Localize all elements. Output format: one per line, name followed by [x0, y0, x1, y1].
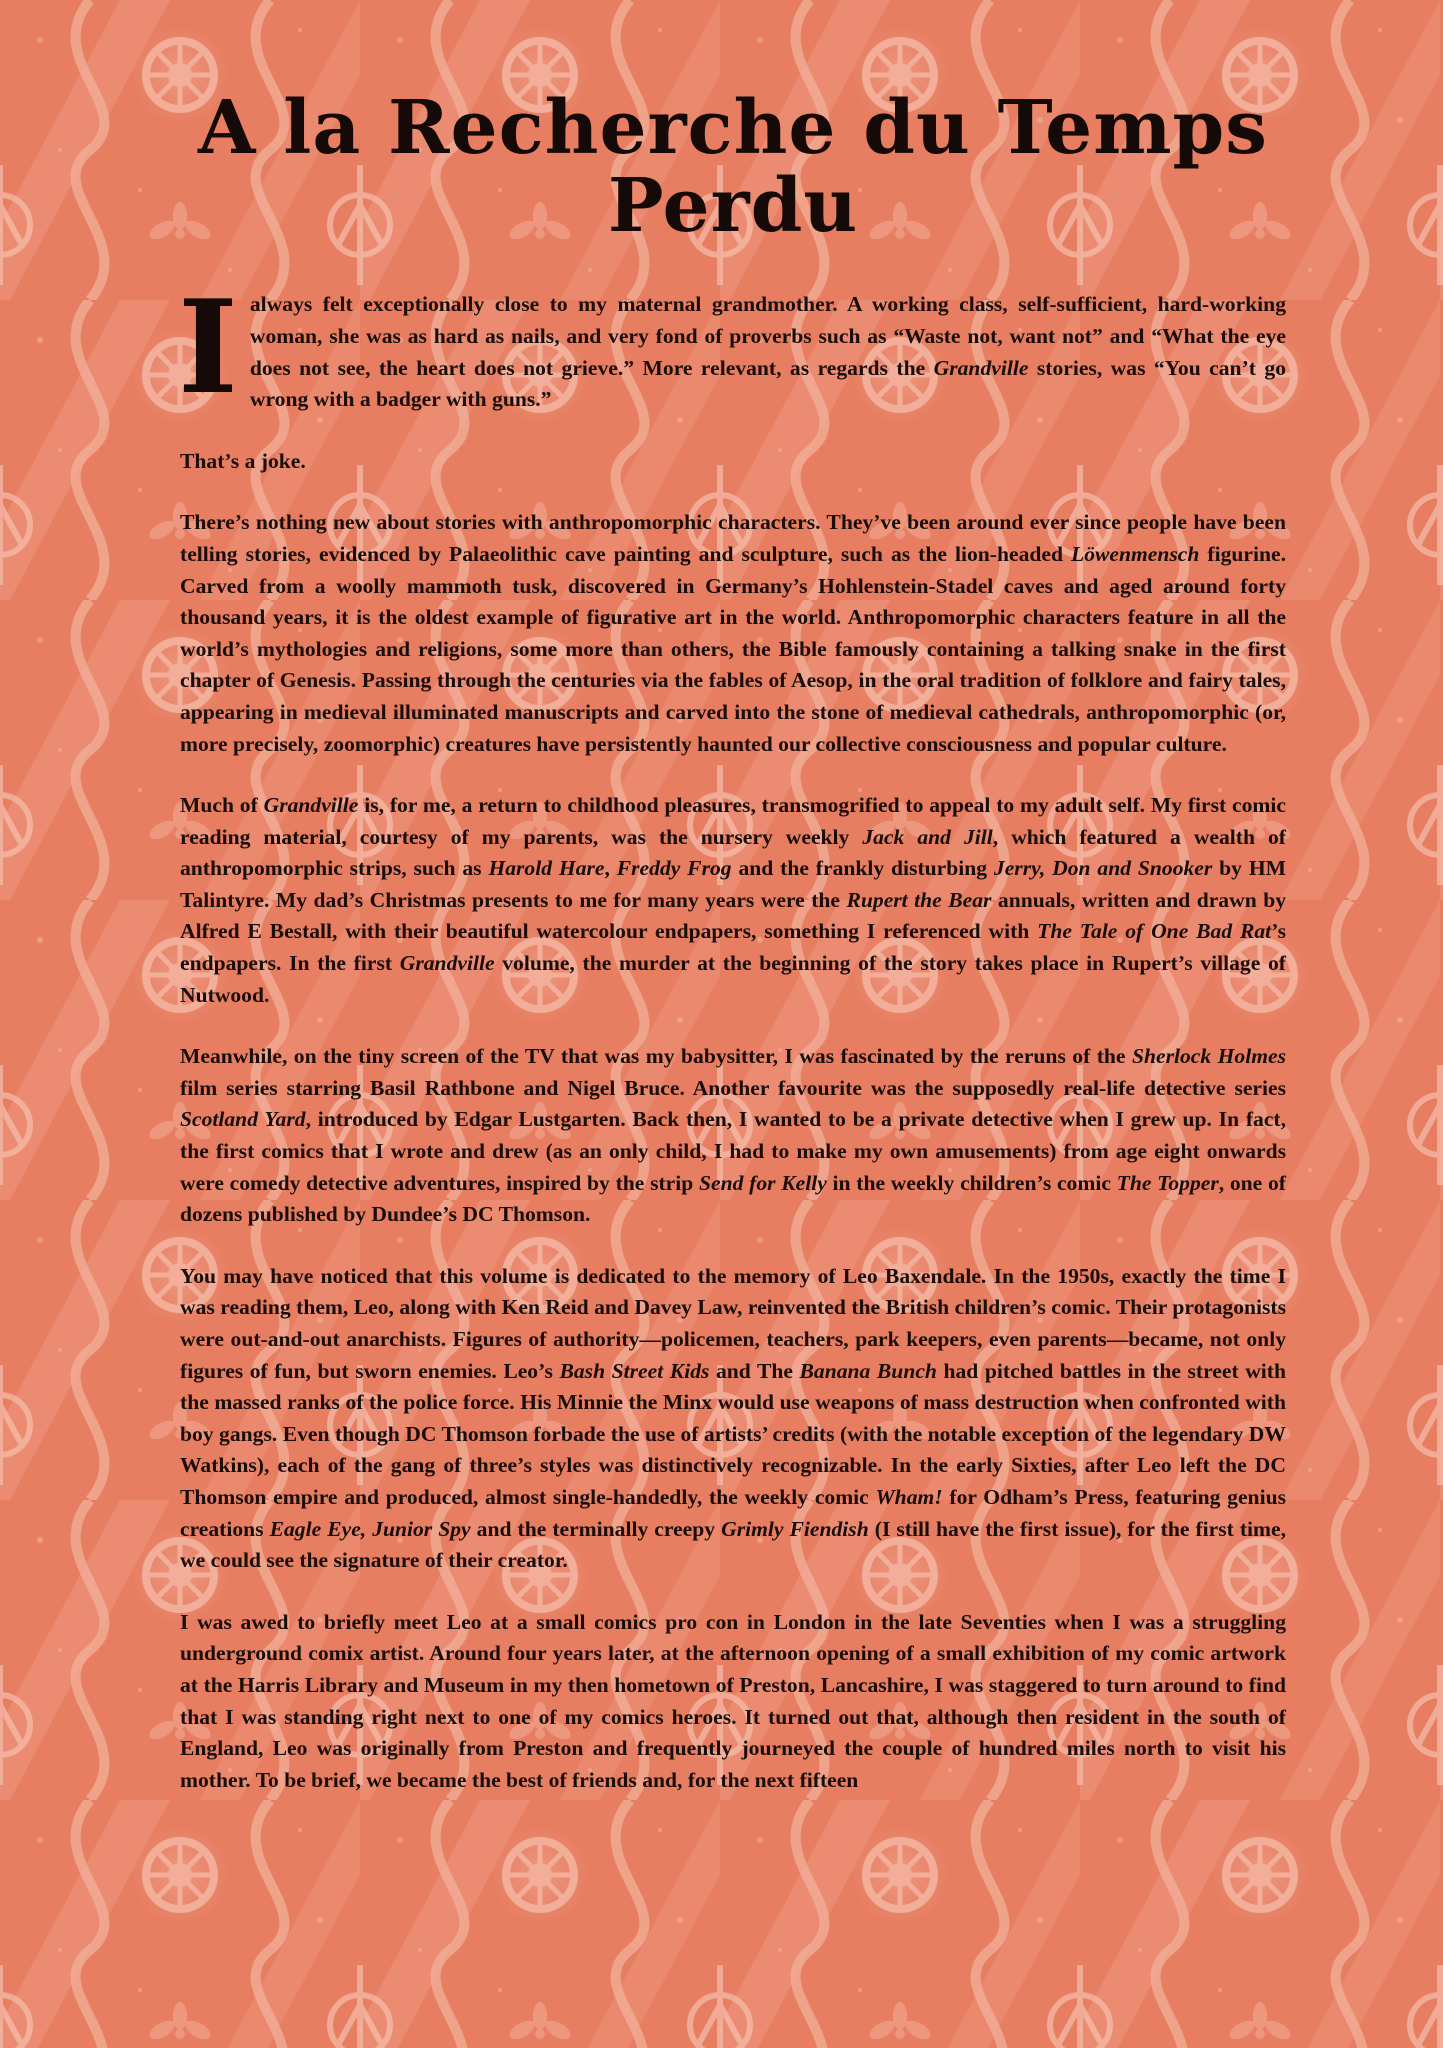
paragraph-text: , which featured a wealth of anthropomorphic strips, such as: [180, 824, 1286, 881]
paragraph-text: stories, was “You can’t go wrong with a badger with guns.”: [249, 355, 1286, 412]
paragraph-text: for Odham’s Press, featuring genius creations: [180, 1484, 1286, 1541]
paragraph-text: I was awed to briefly meet Leo at a small comics pro con in London in the late Seventies when I was a struggling underground comix artist. Around four years later, at the afternoon opening of a small exhibition of my comic artwork at the Harris Library and Museum in my then hometown of Preston, Lancashire, I was staggered to turn around to find that I was standing right next to one of my comics heroes. It turned out that, although then resident in the south of England, Leo was originally from Preston and frequently journeyed the couple of hundred miles north to visit his mother. To be brief, we became the best of friends and, for the next fifteen: [180, 1609, 1286, 1792]
paragraph-text: and The: [709, 1358, 800, 1383]
paragraph-text: always felt exceptionally close to my maternal grandmother. A working class, self-sufficient, hard-working woman, she was as hard as nails, and very fond of proverbs such as “Waste not, want not” and “What the eye does not see, the heart does not grieve.” More relevant, as regards the: [249, 292, 1286, 380]
page-title: A la Recherche du Temps Perdu: [198, 85, 1268, 249]
paragraph-1: [178, 273, 1286, 424]
paragraph-text: in the weekly children’s comic: [826, 1170, 1117, 1195]
paragraph-text: figurine. Carved from a woolly mammoth tusk, discovered in Germany’s Hohlenstein-Stadel caves and aged around forty thousand years, it is the oldest example of figurative art in the world. Anthropomorphic characters feature in all the world’s mythologies and religions, some more than others, the Bible famously containing a talking snake in the first chapter of Genesis. Passing through the centuries via the fables of Aesop, in the oral tradition of folklore and fairy tales, appearing in medieval illuminated manuscripts and carved into the stone of medieval cathedrals, anthropomorphic (or, more precisely, zoomorphic) creatures have persistently haunted our collective consciousness and popular culture.: [180, 541, 1286, 756]
paragraph-text: and the terminally creepy: [470, 1516, 722, 1541]
paragraph-text: , introduced by Edgar Lustgarten. Back then, I wanted to be a private detective when I grew up. In fact, the first comics that I wrote and drew (as an only child, I had to make my own amusements) from age eight onwards were comedy detective adventures, inspired by the strip: [180, 1107, 1286, 1195]
italic-title-text: Banana Bunch: [799, 1358, 937, 1383]
paragraph-6: [180, 1261, 1286, 1577]
paragraph-text: You may have noticed that this volume is dedicated to the memory of Leo Baxendale. In the 1950s, exactly the time I was reading them, Leo, along with Ken Reid and Davey Law, reinvented the British children’s comic. Their protagonists were out-and-out anarchists. Figures of authority—policemen, teachers, park keepers, even parents—became, not only figures of fun, but sworn enemies. Leo’s: [180, 1263, 1286, 1383]
italic-title-text: Grimly Fiendish: [721, 1516, 869, 1541]
paragraph-text: Much of: [180, 793, 264, 818]
paragraph-4: [180, 790, 1286, 1011]
paragraph-text: , one of dozens published by Dundee’s DC Thomson.: [180, 1170, 1286, 1227]
italic-title-text: Grandville: [933, 355, 1029, 380]
paragraph-text: ’s endpapers. In the first: [180, 919, 1286, 976]
italic-title-text: Eagle Eye, Junior Spy: [269, 1516, 471, 1541]
article-body: [178, 273, 1287, 1796]
paragraph-text: film series starring Basil Rathbone and Nigel Bruce. Another favourite was the supposedly real-life detective series: [180, 1075, 1286, 1100]
italic-title-text: Jerry, Don and Snooker: [993, 856, 1213, 881]
drop-cap: I: [178, 273, 238, 424]
paragraph-text: annuals, written and drawn by Alfred E Bestall, with their beautiful watercolour endpapers, something I referenced with: [180, 887, 1286, 944]
italic-title-text: The Tale of One Bad Rat: [1037, 919, 1272, 944]
article: [178, 85, 1287, 1826]
paragraph-text: had pitched battles in the street with the massed ranks of the police force. His Minnie the Minx would use weapons of mass destruction when confronted with boy gangs. Even though DC Thomson forbade the use of artists’ credits (with the notable exception of the legendary DW Watkins), each of the gang of three’s styles was distinctively recognizable. In the early Sixties, after Leo left the DC Thomson empire and produced, almost single-handedly, the weekly comic: [180, 1358, 1287, 1509]
italic-title-text: Grandville: [263, 793, 359, 818]
paragraph-text: Meanwhile, on the tiny screen of the TV that was my babysitter, I was fascinated by the reruns of the: [180, 1044, 1132, 1069]
italic-title-text: Scotland Yard: [180, 1107, 306, 1132]
paragraph-3: [180, 507, 1286, 760]
italic-title-text: Jack and Jill: [862, 824, 993, 849]
paragraph-text: by HM Talintyre. My dad’s Christmas presents to me for many years were the: [180, 856, 1287, 912]
paragraph-text: There’s nothing new about stories with anthropomorphic characters. They’ve been around ever since people have been telling stories, evidenced by Palaeolithic cave painting and sculpture, such as the lion-headed: [180, 510, 1286, 566]
paragraph-text: ,: [604, 856, 617, 881]
italic-title-text: Harold Hare: [488, 856, 605, 881]
paragraph-text: volume, the murder at the beginning of the story takes place in Rupert’s village of Nutwood.: [180, 951, 1286, 1007]
italic-title-text: Grandville: [399, 951, 495, 976]
italic-title-text: Freddy Frog: [616, 856, 732, 881]
italic-title-text: Löwenmensch: [1071, 541, 1200, 566]
paragraph-text: is, for me, a return to childhood pleasures, transmogrified to appeal to my adult self. My first comic reading material, courtesy of my parents, was the nursery weekly: [180, 793, 1286, 849]
italic-title-text: Sherlock Holmes: [1131, 1044, 1286, 1069]
italic-title-text: The Topper: [1116, 1170, 1219, 1195]
paragraph-5: [180, 1041, 1286, 1231]
paragraph-2: [180, 446, 1286, 478]
italic-title-text: Bash Street Kids: [559, 1358, 710, 1383]
italic-title-text: Wham!: [875, 1484, 943, 1509]
italic-title-text: Rupert the Bear: [846, 887, 992, 912]
paragraph-text: That’s a joke.: [180, 448, 306, 473]
paragraph-7: [180, 1607, 1286, 1797]
paragraph-text: (I still have the first issue), for the first time, we could see the signature of their creator.: [180, 1516, 1287, 1573]
italic-title-text: Send for Kelly: [699, 1170, 827, 1195]
paragraph-text: and the frankly disturbing: [731, 856, 994, 881]
